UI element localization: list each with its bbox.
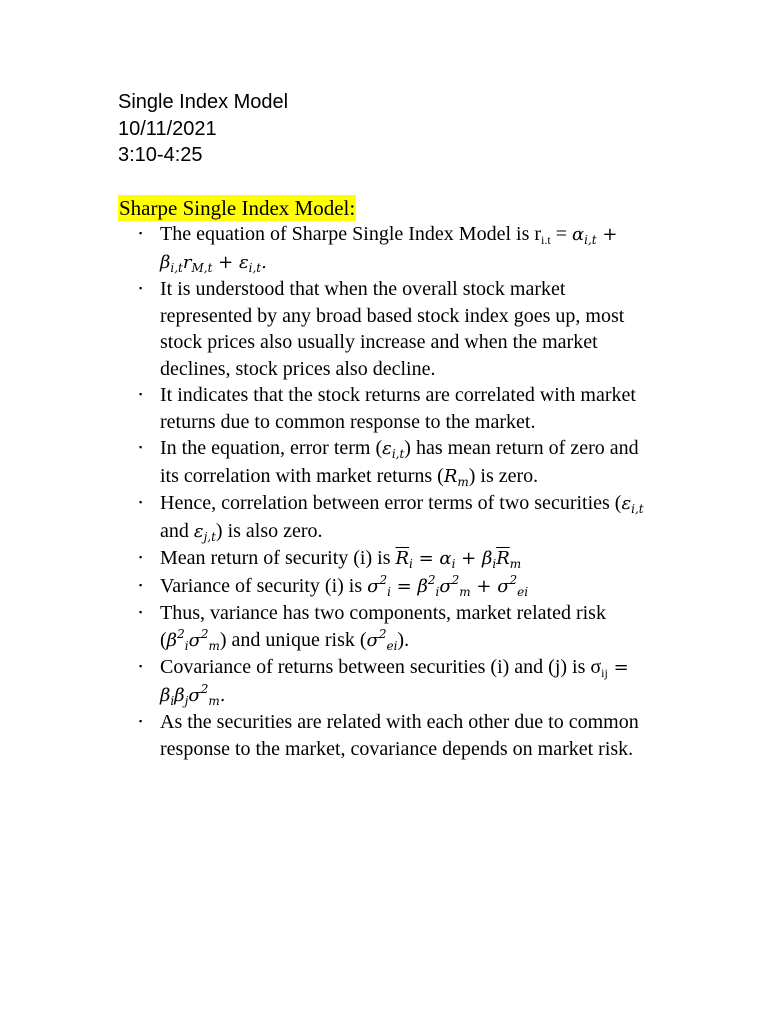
bullet-item: ▪ Thus, variance has two components, market related risk $(\beta^2_i\sigma^2_m)$ and unique risk $(\sigma^2_{ei})$.: [160, 600, 660, 654]
bullet-list: [160, 221, 660, 762]
bullet-item: ▪ It indicates that the stock returns are correlated with market returns due to common response to the market.: [160, 382, 660, 435]
section-title: Sharpe Single Index Model:: [119, 196, 356, 220]
bullet-item: ▪ Mean return of security (i) is $\overline{R}_i = \alpha_i + \beta_i\overline{R}_m$: [160, 545, 660, 573]
bullet-item: ▪ It is understood that when the overall stock market represented by any broad based stock index goes up, most stock prices also usually increase and when the market declines, stock prices also decline.: [160, 276, 660, 382]
error-term-i: $\varepsilon_{i,t}$: [621, 493, 644, 516]
bullet-item: ▪ Covariance of returns between securities (i) and (j) is $\sigma_{ij} = \beta_i\beta_j\sigma^2_m$.: [160, 654, 660, 709]
note-date: 10/11/2021: [118, 117, 217, 140]
note-header: [118, 89, 288, 169]
bullet-item: [160, 221, 660, 276]
bullet-item: ▪ As the securities are related with each other due to common response to the market, covariance depends on market risk.: [160, 709, 660, 762]
error-term-j: $\varepsilon_{j,t}$: [193, 520, 216, 544]
market-risk-term: $\beta^2_i\sigma^2_m$: [166, 626, 220, 653]
error-term: $\varepsilon_{i,t}$: [382, 438, 405, 461]
bullet-text: The equation of Sharpe Single Index Model is r: [160, 223, 542, 245]
subscript: i.t: [541, 233, 551, 247]
bullet-item: ▪ Variance of security (i) is $\sigma^2_i = \beta^2_i\sigma^2_m + \sigma^2_{ei}$: [160, 573, 660, 601]
bullet-text: =: [550, 223, 572, 245]
covariance-equation: = $\beta_i\beta_j\sigma^2_m$.: [160, 657, 629, 708]
bullet-item: ▪ In the equation, error term $(\varepsilon_{i,t})$ has mean return of zero and its correlation with market returns $(R_m)$ is zero.: [160, 435, 660, 490]
unique-risk-term: $\sigma^2_{ei}$: [366, 626, 398, 653]
bullet-item: ▪ Hence, correlation between error terms of two securities ($\varepsilon_{i,t}$ and $\varepsilon_{j,t}$) is also zero.: [160, 490, 660, 545]
equation: $\alpha_{i,t} + \beta_{i,t}r_{M,t} + \varepsilon_{i,t}$.: [160, 224, 618, 275]
mean-return-equation: $\overline{R}_i = \alpha_i + \beta_i\overline{R}_m$: [395, 548, 522, 571]
note-time: 3:10-4:25: [118, 144, 203, 166]
variance-equation: $\sigma^2_i = \beta^2_i\sigma^2_m + \sigma^2_{ei}$: [367, 572, 529, 599]
market-return: $R_m$: [443, 465, 469, 489]
note-title: Single Index Model: [118, 91, 289, 113]
